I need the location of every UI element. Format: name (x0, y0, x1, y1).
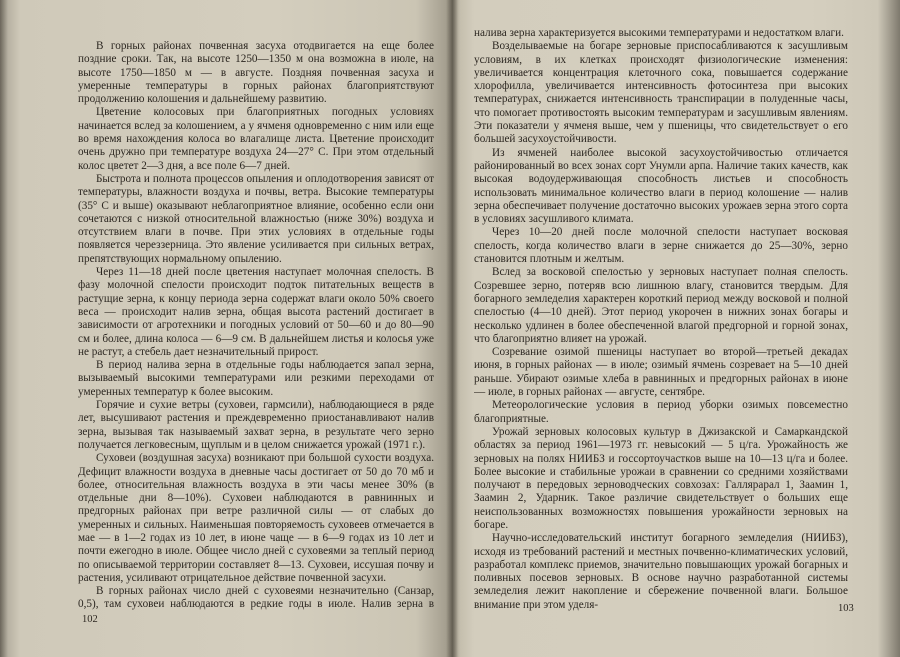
paragraph: Быстрота и полнота процессов опыления и оплодотворения зависят от температуры, влажности воздуха и почвы, ветра. Высокие температуры (35° С и выше) оказывают неблагоприятное влияние, особенно если они сочетаются с низкой относительной влажностью (ниже 30%) воздуха и отсутствием влаги в почве. При этих условиях в отдельные годы появляется череззерница. Это явление усиливается при сильных ветрах, препятствующих нормальному опылению. (78, 172, 434, 265)
paragraph: В горных районах почвенная засуха отодвигается на еще более поздние сроки. Так, на высоте 1250—1350 м она возможна в июле, на высоте 1750—1850 м — в августе. Поздняя почвенная засуха и умеренные температуры в горных районах благоприятствуют продолжению колошения и дальнейшему развитию. (78, 40, 434, 106)
paragraph: Метеорологические условия в период уборки озимых повсеместно благоприятные. (474, 399, 848, 425)
paragraph: В период налива зерна в отдельные годы наблюдается запал зерна, вызываемый высокими температурами или резкими переходами от умеренных температур к более высоким. (78, 359, 434, 398)
paragraph: Вслед за восковой спелостью у зерновых наступает полная спелость. Созревшее зерно, потеряв всю лишнюю влагу, становится твердым. Для богарного земледелия характерен короткий период между восковой и полной спелостью (4—10 дней). Этот период укорочен в нижних зонах богары и несколько удлинен в более обеспеченной влагой предгорной и горной зонах, что благоприятно влияет на урожай. (474, 266, 848, 345)
paragraph: Возделываемые на богаре зерновые приспосабливаются к засушливым условиям, в их клетках происходят физиологические изменения: увеличивается концентрация клеточного сока, повышается содержание хлорофилла, увеличивается интенсивность фотосинтеза при высоких температурах, снижается интенсивность транспирации в полуденные часы, что помогает противостоять высоким температурам и засушливым явлениям. Эти показатели у ячменя выше, чем у пшеницы, что свидетельствует о его большей засухоустойчивости. (474, 40, 848, 146)
continued-paragraph: налива зерна характеризуется высокими температурами и недостатком влаги. (474, 27, 844, 39)
left-page-text (78, 40, 434, 612)
paragraph: Горячие и сухие ветры (суховеи, гармсили), наблюдающиеся в ряде лет, высушивают растения и преждевременно приостанавливают налив зерна, вызывая так называемый захват зерна, в результате чего зерно получается легковесным, щуплым и в целом снижается урожай (1971 г.). (78, 399, 434, 451)
right-page-text (474, 27, 848, 611)
paragraph: Урожай зерновых колосовых культур в Джизакской и Самаркандской областях за период 1961—1973 гг. невысокий — 5 ц/га. Урожайность же зерновых на полях НИИБЗ и госсортоучастков выше на 10—13 ц/га и более. Более высокие и стабильные урожаи в сравнении со средними хозяйствами получают в передовых зерноводческих совхозах: Галлярарал 1, Заамин 1, Заамин 2, Ударник. Такое различие свидетельствует о больших еще неиспользованных возможностях повышения урожайности зерновых на богаре. (474, 425, 848, 531)
paragraph: Созревание озимой пшеницы наступает во второй—третьей декадах июня, в горных районах — в июле; озимый ячмень созревает на 5—10 дней раньше. Убирают озимые хлеба в равнинных и предгорных районах в июне — июле, в горных районах — августе, сентябре. (474, 346, 848, 399)
page-number-right: 103 (838, 603, 854, 614)
paragraph: Суховеи (воздушная засуха) возникают при большой сухости воздуха. Дефицит влажности воздуха в дневные часы достигает от 50 до 70 мб и более, относительная влажность воздуха в эти часы менее 30% (в отдельные дни 8—10%). Суховеи наблюдаются в равнинных и предгорных районах при ветре различной силы — от слабых до умеренных и сильных. Наименьшая повторяемость суховеев отмечается в мае — в 1—2 годах из 10 лет, в июне чаще — в 6—9 годах из 10 лет и почти ежегодно в июле. Общее число дней с суховеями за теплый период по описываемой территории составляет 8—13. Суховеи, иссушая почву и растения, усиливают отрицательное действие почвенной засухи. (78, 452, 434, 584)
page-number-left: 102 (82, 614, 98, 625)
paragraph: Научно-исследовательский институт богарного земледелия (НИИБЗ), исходя из требований растений и местных почвенно-климатических условий, разработал комплекс приемов, значительно повышающих урожай богарных и поливных посевов зерновых. В основе научно разработанной системы земледелия лежит накопление и сбережение почвенной влаги. Большое внимание при этом уделя- (474, 532, 848, 611)
paragraph: Через 10—20 дней после молочной спелости наступает восковая спелость, когда количество влаги в зерне снижается до 25—30%, зерно становится плотным и желтым. (474, 226, 848, 266)
paragraph: Через 11—18 дней после цветения наступает молочная спелость. В фазу молочной спелости происходит подток питательных веществ в растущие зерна, к концу периода зерна содержат влаги около 50% своего веса — происходит налив зерна, общая высота растений достигает в зависимости от агротехники и погодных условий от 50—60 и до 80—90 см и более, длина колоса — 6—9 см. В дальнейшем листья и колосья уже не растут, а стебель дает незначительный прирост. (78, 266, 434, 358)
paragraph: Цветение колосовых при благоприятных погодных условиях начинается вслед за колошением, а у ячменя одновременно с ним или еще во время нахождения колоса во влагалище листа. Цветение происходит очень дружно при температуре воздуха 24—27° С. При этом отдельный колос цветет 2—3 дня, а все поле 6—7 дней. (78, 106, 434, 172)
right-page (452, 0, 900, 657)
paragraph: В горных районах число дней с суховеями незначительно (Санзар, 0,5), там суховеи наблюдаются в редкие годы в июле. Налив зерна в (78, 585, 434, 611)
book-gutter (446, 0, 458, 657)
paragraph: Из ячменей наиболее высокой засухоустойчивостью отличается районированный во всех зонах сорт Унумли арпа. Наличие таких качеств, как высокая водоудерживающая способность листьев и способность использовать минимальное количество влаги в период колошение — налив зерна обеспечивает получение достаточно высоких урожаев зерна этого сорта в условиях засушливого климата. (474, 146, 848, 226)
